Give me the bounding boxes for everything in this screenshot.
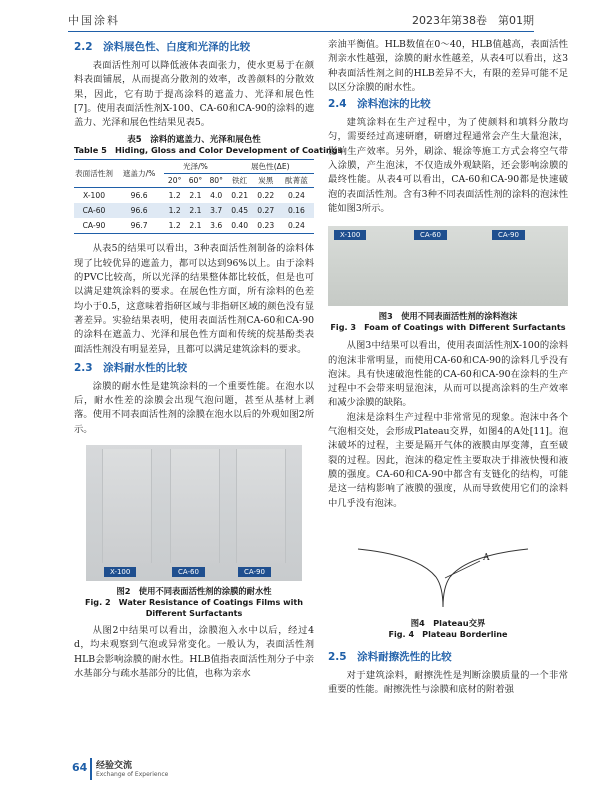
right-column [328,38,568,697]
figure-2-caption-cn: 图2 使用不同表面活性剂的涂膜的耐水性 [116,586,272,597]
figure-4-caption-cn: 图4 Plateau交界 [410,617,486,628]
table-header-color: 展色性(ΔE) [227,160,314,174]
figure-label: CA-60 [414,230,447,240]
coating-strip [102,449,152,563]
table-cell: 96.7 [114,218,164,234]
figure-label: X-100 [104,567,136,577]
table-cell: CA-90 [74,218,114,234]
table-caption-en: Table 5 Hiding, Gloss and Color Development of Coatings [74,145,343,156]
table-subheader: 20° [164,174,185,188]
paragraph: 表面活性剂可以降低液体表面张力，使水更易于在颜料表面铺展，从而提高分散剂的效率，改善颜料的分散效果，因此，它有助于提高涂料的遮盖力、光泽和展色性[7]。使用表面活性剂X-100、CA-60和CA-90的涂料的遮盖力、光泽和展色性结果见表5。 [74,60,314,129]
header-rule [68,31,534,32]
table-cell: 3.7 [206,203,227,218]
table-caption-cn: 表5 涂料的遮盖力、光泽和展色性 [127,135,261,146]
paragraph: 建筑涂料在生产过程中，为了使颜料和填料分散均匀，需要经过高速研磨，研磨过程通常会产生大量泡沫，影响生产效率。另外，刷涂、辊涂等施工方式会将空气带入涂膜，产生泡沫，不仅造成外观缺陷，还会影响涂膜的最终性能。从表4可以看出，CA-60和CA-90都是快速破泡的表面活性剂。含有3种不同表面活性剂的涂料的泡沫性能如图3所示。 [328,117,568,214]
table-subheader: 炭黑 [253,174,279,188]
table-cell: 2.1 [185,203,206,218]
table-cell: 0.27 [253,203,279,218]
table-header-hiding: 遮盖力/% [114,160,164,188]
table-cell: 0.22 [257,191,275,201]
figure-4-caption-en: Fig. 4 Plateau Borderline [388,628,508,639]
table-row [74,203,314,218]
figure-label: CA-90 [492,230,525,240]
table-cell: 1.2 [164,203,185,218]
table-cell: 1.2 [164,218,185,234]
footer-accent-bar [90,758,92,780]
table-cell: CA-60 [74,203,114,218]
figure-3-photo [328,226,568,306]
table-cell: 0.45 [227,203,253,218]
journal-name: 中国涂料 [68,14,120,27]
plateau-border-drawing [328,515,568,615]
paragraph: 从表5的结果可以看出，3种表面活性剂制备的涂料体现了比较优异的遮盖力，都可以达到96%以上。由于涂料的PVC比较高，所以光泽的结果整体都比较低，但是也可以满足建筑涂料的要求。在展色性方面，所有涂料的色差均小于0.5，这意味着指研区域与非指研区域的颜色没有显著差异。实验结果表明，使用表面活性剂CA-60和CA-90的涂料在遮盖力、光泽和展色性方面和传统的烷基酚类表面活性剂没有明显差异，且都可以满足建筑涂料的要求。 [74,243,314,355]
table-cell: 2.1 [185,218,206,234]
table-cell: 0.24 [287,191,305,201]
table-cell: 96.6 [114,203,164,218]
figure-2-photo [86,445,302,581]
footer-section-en: Exchange of Experience [96,771,169,778]
table-cell: 0.24 [279,218,314,234]
paragraph: 亲油平衡值。HLB数值在0～40，HLB值越高，表面活性剂亲水性越强，涂膜的耐水性越差，从表4可以看出，这3种表面活性剂之间的HLB差异不大，有限的差异可能不足以区分涂膜的耐水性。 [328,39,568,93]
issue-info: 2023年第38卷 第01期 [412,14,534,27]
figure-label: CA-90 [238,567,271,577]
table-cell: 3.6 [206,218,227,234]
table-cell: 0.16 [279,203,314,218]
paragraph: 对于建筑涂料，耐擦洗性是判断涂膜质量的一个非常重要的性能。耐擦洗性与涂膜和底材的附着强 [328,669,568,696]
figure-label: X-100 [334,230,366,240]
paragraph: 泡沫是涂料生产过程中非常常见的现象。泡沫中各个气泡相交处，会形成Plateau交界，如图4的A处[11]。泡沫破坏的过程，主要是隔开气体的液膜由厚变薄，直至破裂的过程。因此，泡沫的稳定性主要取决于排液快慢和液膜的强度。CA-60和CA-90中都含有支链化的结构，可能是这一结构影响了液膜的强度，从而导致使用它们的涂料中几乎没有泡沫。 [328,411,568,509]
table-cell: 1.2 [168,191,181,201]
table-subheader: 80° [206,174,227,188]
table-header-gloss: 光泽/% [164,160,226,174]
table-subheader: 铁红 [227,174,253,188]
table-cell: 0.23 [253,218,279,234]
table-cell: 0.21 [231,191,249,201]
figure-2-caption-en: Fig. 2 Water Resistance of Coatings Films with Different Surfactants [84,597,304,619]
table-cell: 2.1 [189,191,202,201]
section-title-2-5: 2.5 涂料耐擦洗性的比较 [328,650,452,663]
coating-strip [236,449,286,563]
table-subheader: 60° [185,174,206,188]
page-header [0,0,600,40]
footer-section-cn: 经验交流 [96,761,133,771]
figure-3-caption-cn: 图3 使用不同表面活性剂的涂料泡沫 [378,311,518,322]
table-cell: X-100 [82,191,106,201]
point-a-label: A [483,552,490,563]
section-title-2-4: 2.4 涂料泡沫的比较 [328,98,431,111]
coating-strip [170,449,220,563]
figure-label: CA-60 [172,567,205,577]
table-5 [74,159,314,234]
table-cell: 4.0 [210,191,223,201]
figure-4-diagram [328,515,568,615]
paragraph: 从图3中结果可以看出，使用表面活性剂X-100的涂料的泡沫非常明显，而使用CA-60和CA-90的涂料几乎没有泡沫。具有快速破泡性能的CA-60和CA-90在涂料的生产过程中不会带来明显泡沫，从而可以提高涂料的生产效率和减少涂膜的缺陷。 [328,340,568,409]
table-header-surfactant: 表面活性剂 [74,160,114,188]
table-cell: 96.6 [130,191,148,201]
page-number: 64 [72,761,88,774]
left-column [74,38,343,681]
table-row [74,188,314,204]
section-title-2-3: 2.3 涂料耐水性的比较 [74,361,188,374]
paragraph: 从图2中结果可以看出，涂膜泡入水中以后，经过4 d，均未观察到气泡或异常变化。一般认为，表面活性剂HLB会影响涂膜的耐水性。HLB值指表面活性剂分子中亲水基部分与疏水基部分的比值，也称为亲水 [74,625,314,679]
table-row [74,218,314,234]
section-title-2-2: 2.2 涂料展色性、白度和光泽的比较 [74,41,251,53]
table-cell: 0.40 [227,218,253,234]
figure-3-caption-en: Fig. 3 Foam of Coatings with Different Surfactants [330,322,566,333]
table-subheader: 酞菁蓝 [279,174,314,188]
paragraph: 涂膜的耐水性是建筑涂料的一个重要性能。在泡水以后，耐水性差的涂膜会出现气泡问题，甚至从基材上剥落。使用不同表面活性剂的涂膜在泡水以后的外观如图2所示。 [74,380,314,435]
